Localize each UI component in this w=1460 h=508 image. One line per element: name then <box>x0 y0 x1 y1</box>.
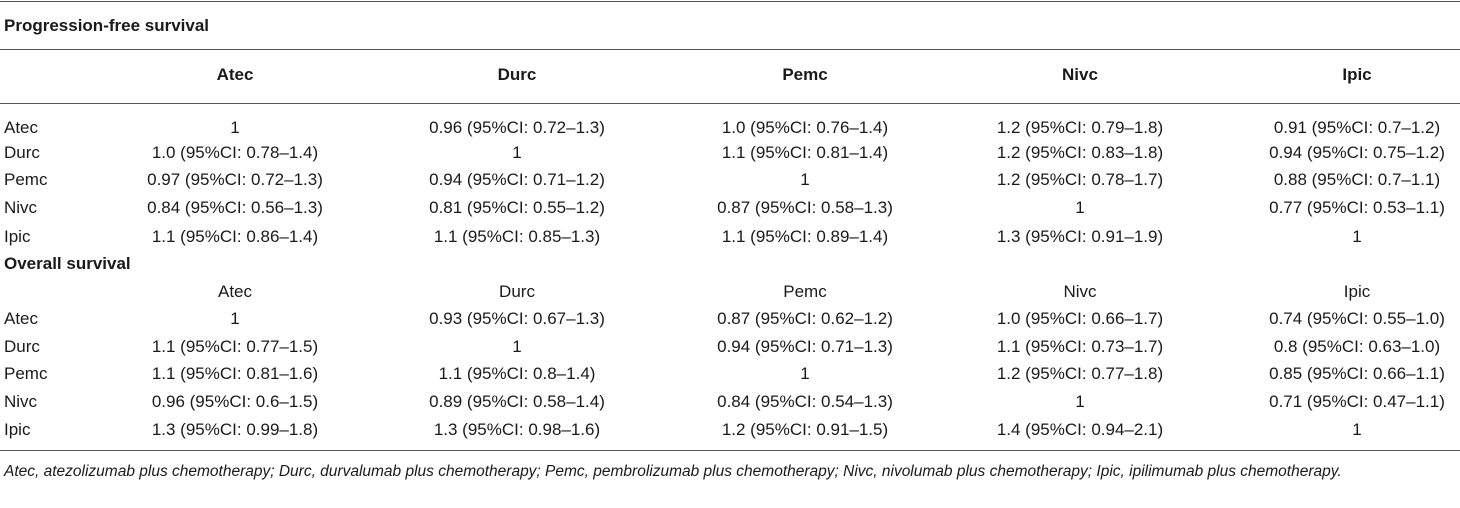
table-row <box>0 334 1460 359</box>
table-cell: 1.2 (95%CI: 0.91–1.5) <box>721 420 889 439</box>
table-row <box>0 115 1460 140</box>
pfs-col-header-nivc: Nivc <box>1062 65 1098 84</box>
table-cell: 1.1 (95%CI: 0.81–1.4) <box>721 143 889 162</box>
pfs-col-header-atec: Atec <box>216 65 254 84</box>
table-cell: 1.3 (95%CI: 0.91–1.9) <box>996 227 1164 246</box>
table-cell: 1.1 (95%CI: 0.89–1.4) <box>721 227 889 246</box>
table-cell: 1 <box>1075 198 1085 217</box>
table-footnote: Atec, atezolizumab plus chemotherapy; Durc, durvalumab plus chemotherapy; Pemc, pembrolizumab plus chemotherapy; Nivc, nivolumab plus chemotherapy; Ipic, ipilimumab plus chemotherapy. <box>4 463 1342 480</box>
row-label: Durc <box>4 337 40 356</box>
top-rule <box>0 1 1460 2</box>
pfs-col-header-ipic: Ipic <box>1342 65 1372 84</box>
table-cell: 1.1 (95%CI: 0.8–1.4) <box>438 364 596 383</box>
table-cell: 1 <box>512 337 522 356</box>
row-label: Ipic <box>4 227 31 246</box>
table-cell: 0.97 (95%CI: 0.72–1.3) <box>147 170 323 189</box>
table-cell: 0.91 (95%CI: 0.7–1.2) <box>1273 118 1441 137</box>
os-header-row <box>0 279 1460 304</box>
table-cell: 0.84 (95%CI: 0.56–1.3) <box>147 198 323 217</box>
table-cell: 0.84 (95%CI: 0.54–1.3) <box>717 392 893 411</box>
table-cell: 0.87 (95%CI: 0.58–1.3) <box>717 198 893 217</box>
table-cell: 1.3 (95%CI: 0.99–1.8) <box>151 420 319 439</box>
table-cell: 1 <box>800 170 810 189</box>
table-cell: 0.81 (95%CI: 0.55–1.2) <box>429 198 605 217</box>
table-cell: 1.1 (95%CI: 0.77–1.5) <box>151 337 319 356</box>
table-cell: 0.94 (95%CI: 0.71–1.3) <box>717 337 893 356</box>
table-row <box>0 195 1460 220</box>
table-row <box>0 224 1460 249</box>
table-cell: 1.1 (95%CI: 0.86–1.4) <box>151 227 319 246</box>
table-cell: 1 <box>1075 392 1085 411</box>
table-row <box>0 140 1460 165</box>
table-cell: 0.89 (95%CI: 0.58–1.4) <box>429 392 605 411</box>
row-label: Pemc <box>4 364 48 383</box>
table-cell: 0.85 (95%CI: 0.66–1.1) <box>1269 364 1445 383</box>
table-row <box>0 417 1460 442</box>
os-col-header-pemc: Pemc <box>783 282 827 301</box>
table-cell: 1.3 (95%CI: 0.98–1.6) <box>433 420 601 439</box>
table-cell: 0.96 (95%CI: 0.6–1.5) <box>151 392 319 411</box>
table-cell: 0.8 (95%CI: 0.63–1.0) <box>1273 337 1441 356</box>
os-section-title: Overall survival <box>4 254 131 273</box>
table-cell: 1 <box>512 143 522 162</box>
table-cell: 0.94 (95%CI: 0.75–1.2) <box>1269 143 1445 162</box>
pfs-col-header-pemc: Pemc <box>782 65 828 84</box>
table-cell: 1.2 (95%CI: 0.78–1.7) <box>996 170 1164 189</box>
table-row <box>0 389 1460 414</box>
table-cell: 0.96 (95%CI: 0.72–1.3) <box>429 118 605 137</box>
row-label: Atec <box>4 118 39 137</box>
row-label: Nivc <box>4 198 38 217</box>
table-cell: 1 <box>230 118 240 137</box>
bottom-rule <box>0 450 1460 451</box>
row-label: Ipic <box>4 420 31 439</box>
pfs-section-title: Progression-free survival <box>4 16 210 35</box>
table-cell: 1.2 (95%CI: 0.79–1.8) <box>996 118 1164 137</box>
table-cell: 1.0 (95%CI: 0.76–1.4) <box>721 118 889 137</box>
table-cell: 1.1 (95%CI: 0.73–1.7) <box>996 337 1164 356</box>
header-rule <box>0 103 1460 104</box>
table-cell: 0.94 (95%CI: 0.71–1.2) <box>429 170 605 189</box>
section-rule <box>0 49 1460 50</box>
pfs-header-row <box>0 62 1460 87</box>
os-col-header-ipic: Ipic <box>1343 282 1371 301</box>
table-row <box>0 167 1460 192</box>
table-cell: 0.77 (95%CI: 0.53–1.1) <box>1269 198 1445 217</box>
table-cell: 1.0 (95%CI: 0.78–1.4) <box>151 143 319 162</box>
table-cell: 1.1 (95%CI: 0.85–1.3) <box>433 227 601 246</box>
table-cell: 1 <box>230 309 240 328</box>
table-cell: 0.74 (95%CI: 0.55–1.0) <box>1269 309 1445 328</box>
row-label: Pemc <box>4 170 48 189</box>
table-cell: 0.87 (95%CI: 0.62–1.2) <box>717 309 893 328</box>
table-cell: 1.1 (95%CI: 0.81–1.6) <box>151 364 319 383</box>
table-row <box>0 361 1460 386</box>
table-cell: 1 <box>1352 227 1362 246</box>
row-label: Nivc <box>4 392 38 411</box>
os-col-header-atec: Atec <box>217 282 253 301</box>
table-cell: 0.93 (95%CI: 0.67–1.3) <box>429 309 605 328</box>
os-col-header-durc: Durc <box>499 282 535 301</box>
table-cell: 1.2 (95%CI: 0.83–1.8) <box>996 143 1164 162</box>
row-label: Atec <box>4 309 39 328</box>
row-label: Durc <box>4 143 40 162</box>
os-col-header-nivc: Nivc <box>1063 282 1097 301</box>
table-cell: 1 <box>800 364 810 383</box>
table-cell: 0.71 (95%CI: 0.47–1.1) <box>1269 392 1445 411</box>
pfs-col-header-durc: Durc <box>497 65 537 84</box>
table-cell: 0.88 (95%CI: 0.7–1.1) <box>1273 170 1441 189</box>
table-cell: 1.0 (95%CI: 0.66–1.7) <box>996 309 1164 328</box>
table-row <box>0 306 1460 331</box>
table-cell: 1 <box>1352 420 1362 439</box>
table-cell: 1.2 (95%CI: 0.77–1.8) <box>996 364 1164 383</box>
table-cell: 1.4 (95%CI: 0.94–2.1) <box>996 420 1164 439</box>
